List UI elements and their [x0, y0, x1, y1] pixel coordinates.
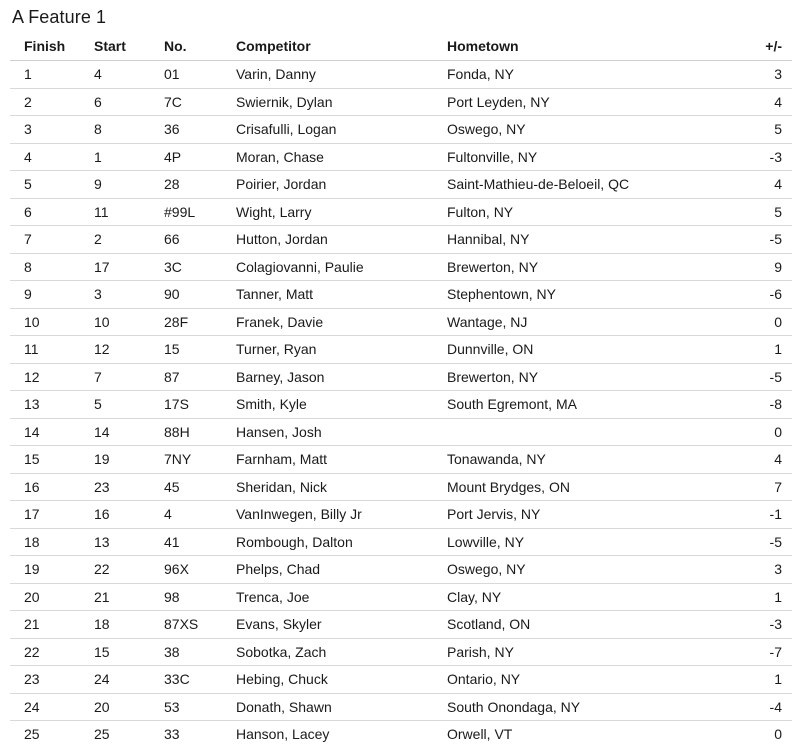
cell-competitor: Donath, Shawn [222, 693, 433, 721]
cell-hometown: Ontario, NY [433, 666, 733, 694]
cell-competitor: VanInwegen, Billy Jr [222, 501, 433, 529]
cell-plus-minus: 1 [733, 583, 792, 611]
table-row [10, 308, 792, 336]
cell-hometown: Fultonville, NY [433, 143, 733, 171]
cell-number: 28 [150, 171, 222, 199]
cell-number: 3C [150, 253, 222, 281]
cell-number: 01 [150, 61, 222, 89]
header-number: No. [150, 32, 222, 61]
results-table [10, 32, 792, 748]
cell-finish: 18 [10, 528, 80, 556]
cell-hometown: Lowville, NY [433, 528, 733, 556]
cell-finish: 8 [10, 253, 80, 281]
cell-finish: 4 [10, 143, 80, 171]
cell-start: 10 [80, 308, 150, 336]
cell-competitor: Tanner, Matt [222, 281, 433, 309]
cell-number: 66 [150, 226, 222, 254]
cell-plus-minus: -6 [733, 281, 792, 309]
table-row [10, 446, 792, 474]
cell-plus-minus: -5 [733, 528, 792, 556]
cell-hometown [433, 418, 733, 446]
cell-finish: 12 [10, 363, 80, 391]
cell-competitor: Crisafulli, Logan [222, 116, 433, 144]
cell-competitor: Hebing, Chuck [222, 666, 433, 694]
table-row [10, 116, 792, 144]
cell-plus-minus: -1 [733, 501, 792, 529]
cell-number: 36 [150, 116, 222, 144]
cell-plus-minus: -3 [733, 143, 792, 171]
cell-plus-minus: 1 [733, 336, 792, 364]
cell-plus-minus: 0 [733, 418, 792, 446]
header-plus-minus: +/- [733, 32, 792, 61]
cell-competitor: Hansen, Josh [222, 418, 433, 446]
cell-plus-minus: 0 [774, 726, 782, 743]
table-row [10, 391, 792, 419]
header-start: Start [80, 32, 150, 61]
cell-start: 6 [80, 88, 150, 116]
cell-number: 87 [150, 363, 222, 391]
cell-finish: 16 [10, 473, 80, 501]
cell-number: 7C [150, 88, 222, 116]
cell-start: 9 [80, 171, 150, 199]
page-title: A Feature 1 [12, 7, 107, 27]
header-row [10, 32, 792, 61]
cell-hometown: Fulton, NY [433, 198, 733, 226]
cell-plus-minus: -5 [733, 226, 792, 254]
cell-hometown: Hannibal, NY [433, 226, 733, 254]
cell-number: 7NY [150, 446, 222, 474]
cell-hometown: Tonawanda, NY [433, 446, 733, 474]
cell-competitor: Phelps, Chad [222, 556, 433, 584]
cell-competitor: Farnham, Matt [222, 446, 433, 474]
cell-number: 45 [150, 473, 222, 501]
cell-competitor: Poirier, Jordan [222, 171, 433, 199]
cell-start: 22 [80, 556, 150, 584]
table-row [10, 363, 792, 391]
table-header [10, 32, 792, 61]
table-row [10, 336, 792, 364]
cell-number: 17S [150, 391, 222, 419]
cell-start: 18 [80, 611, 150, 639]
cell-finish: 9 [10, 281, 80, 309]
cell-competitor: Varin, Danny [222, 61, 433, 89]
table-row [10, 171, 792, 199]
table-row [10, 88, 792, 116]
cell-finish: 17 [10, 501, 80, 529]
table-row [10, 226, 792, 254]
cell-number: #99L [150, 198, 222, 226]
cell-start: 12 [80, 336, 150, 364]
cell-hometown: Saint-Mathieu-de-Beloeil, QC [433, 171, 733, 199]
cell-plus-minus: 4 [733, 88, 792, 116]
cell-start: 4 [80, 61, 150, 89]
table-row [10, 253, 792, 281]
table-row [10, 611, 792, 639]
cell-plus-minus: 5 [733, 198, 792, 226]
cell-start: 24 [80, 666, 150, 694]
cell-finish: 22 [10, 638, 80, 666]
header-hometown: Hometown [433, 32, 733, 61]
cell-hometown: Mount Brydges, ON [433, 473, 733, 501]
cell-start: 14 [80, 418, 150, 446]
cell-hometown: Brewerton, NY [433, 363, 733, 391]
table-row [10, 143, 792, 171]
cell-competitor: Smith, Kyle [222, 391, 433, 419]
cell-plus-minus: 0 [733, 308, 792, 336]
cell-hometown: Brewerton, NY [433, 253, 733, 281]
cell-hometown: Wantage, NJ [433, 308, 733, 336]
cell-competitor: Trenca, Joe [222, 583, 433, 611]
cell-plus-minus: 3 [733, 61, 792, 89]
cell-start: 19 [80, 446, 150, 474]
cell-hometown: Parish, NY [433, 638, 733, 666]
cell-number: 90 [150, 281, 222, 309]
cell-hometown: Dunnville, ON [433, 336, 733, 364]
cell-number: 28F [150, 308, 222, 336]
cell-number: 33C [150, 666, 222, 694]
cell-finish: 7 [10, 226, 80, 254]
cell-plus-minus: 5 [733, 116, 792, 144]
cell-finish: 23 [10, 666, 80, 694]
cell-finish: 11 [10, 336, 80, 364]
cell-number: 98 [150, 583, 222, 611]
cell-finish: 19 [10, 556, 80, 584]
header-finish: Finish [10, 32, 80, 61]
cell-number: 53 [150, 693, 222, 721]
cell-start: 5 [80, 391, 150, 419]
cell-competitor: Franek, Davie [222, 308, 433, 336]
table-row [10, 61, 792, 89]
table-row [10, 281, 792, 309]
cell-start: 11 [80, 198, 150, 226]
cell-plus-minus: 3 [733, 556, 792, 584]
cell-number: 88H [150, 418, 222, 446]
cell-finish: 6 [10, 198, 80, 226]
cell-finish: 3 [10, 116, 80, 144]
cell-finish: 15 [10, 446, 80, 474]
cell-competitor: Barney, Jason [222, 363, 433, 391]
table-row [10, 473, 792, 501]
cell-start: 7 [80, 363, 150, 391]
cell-finish: 14 [10, 418, 80, 446]
cell-competitor: Evans, Skyler [222, 611, 433, 639]
cell-finish: 13 [10, 391, 80, 419]
cell-competitor: Swiernik, Dylan [222, 88, 433, 116]
cell-competitor: Turner, Ryan [222, 336, 433, 364]
cell-number: 96X [150, 556, 222, 584]
cell-hometown: Port Leyden, NY [433, 88, 733, 116]
cell-start: 23 [80, 473, 150, 501]
cell-hometown: Fonda, NY [433, 61, 733, 89]
cell-plus-minus: -5 [733, 363, 792, 391]
cell-start: 3 [80, 281, 150, 309]
table-row [10, 501, 792, 529]
header-competitor: Competitor [222, 32, 433, 61]
cell-hometown: Orwell, VT [447, 726, 513, 743]
cell-start: 13 [80, 528, 150, 556]
cell-start: 17 [80, 253, 150, 281]
cell-start: 25 [94, 726, 110, 743]
cell-number: 87XS [150, 611, 222, 639]
cell-plus-minus: 7 [733, 473, 792, 501]
cell-hometown: Scotland, ON [433, 611, 733, 639]
cell-plus-minus: -4 [733, 693, 792, 721]
cell-finish: 1 [10, 61, 80, 89]
cell-competitor: Rombough, Dalton [222, 528, 433, 556]
table-row [10, 666, 792, 694]
cell-start: 20 [80, 693, 150, 721]
cell-number: 33 [164, 726, 180, 743]
cell-hometown: Oswego, NY [433, 556, 733, 584]
cell-competitor: Sheridan, Nick [222, 473, 433, 501]
cell-finish: 10 [10, 308, 80, 336]
table-row [10, 583, 792, 611]
cell-finish: 21 [10, 611, 80, 639]
cell-start: 16 [80, 501, 150, 529]
cell-number: 41 [150, 528, 222, 556]
cell-start: 1 [80, 143, 150, 171]
cell-competitor: Moran, Chase [222, 143, 433, 171]
cell-finish: 5 [10, 171, 80, 199]
cell-start: 2 [80, 226, 150, 254]
table-row [10, 198, 792, 226]
cell-plus-minus: -8 [733, 391, 792, 419]
table-body [10, 61, 792, 748]
cell-competitor: Hutton, Jordan [222, 226, 433, 254]
cell-competitor: Hanson, Lacey [236, 726, 330, 743]
cell-plus-minus: 1 [733, 666, 792, 694]
cell-finish: 24 [10, 693, 80, 721]
cell-hometown: Clay, NY [433, 583, 733, 611]
cell-number: 38 [150, 638, 222, 666]
cell-start: 15 [80, 638, 150, 666]
cell-finish: 20 [10, 583, 80, 611]
cell-plus-minus: -3 [733, 611, 792, 639]
cell-plus-minus: 4 [733, 171, 792, 199]
table-row [10, 418, 792, 446]
cell-number: 4 [150, 501, 222, 529]
cell-plus-minus: -7 [733, 638, 792, 666]
cell-hometown: South Onondaga, NY [433, 693, 733, 721]
cell-start: 21 [80, 583, 150, 611]
table-row [10, 528, 792, 556]
cell-finish: 25 [24, 726, 40, 743]
cell-number: 15 [150, 336, 222, 364]
cell-hometown: Stephentown, NY [433, 281, 733, 309]
cell-competitor: Colagiovanni, Paulie [222, 253, 433, 281]
table-row [10, 638, 792, 666]
cell-number: 4P [150, 143, 222, 171]
cell-finish: 2 [10, 88, 80, 116]
table-row [10, 693, 792, 721]
cell-competitor: Wight, Larry [222, 198, 433, 226]
cell-hometown: Oswego, NY [433, 116, 733, 144]
cell-plus-minus: 9 [733, 253, 792, 281]
cell-hometown: Port Jervis, NY [433, 501, 733, 529]
table-row [10, 721, 792, 748]
cell-plus-minus: 4 [733, 446, 792, 474]
table-row [10, 556, 792, 584]
cell-start: 8 [80, 116, 150, 144]
cell-hometown: South Egremont, MA [433, 391, 733, 419]
cell-competitor: Sobotka, Zach [222, 638, 433, 666]
